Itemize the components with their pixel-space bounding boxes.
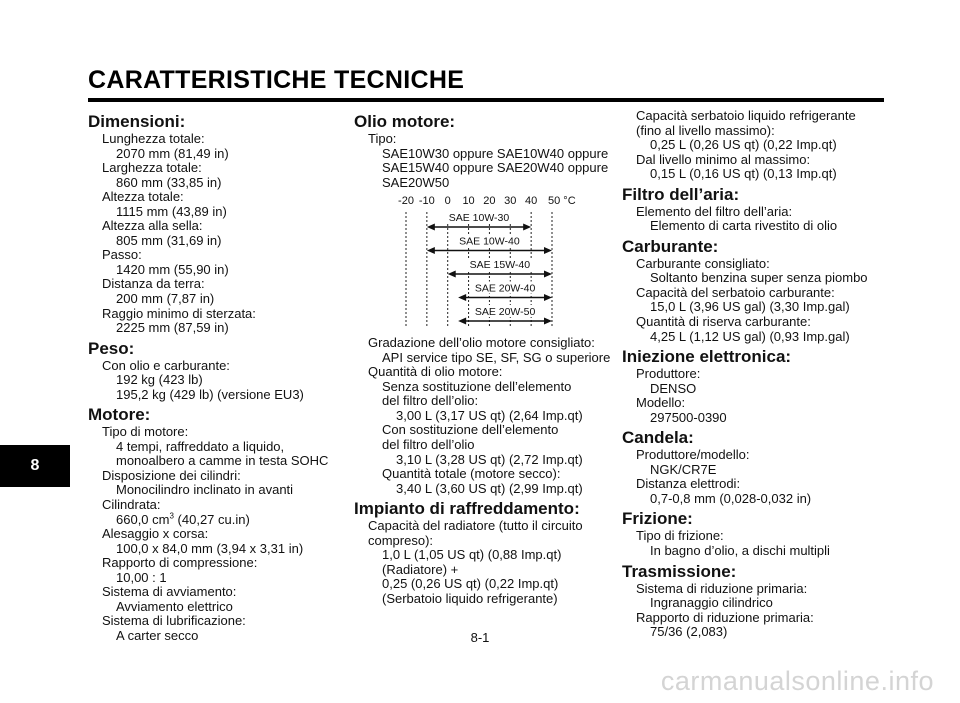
spec-line: Rapporto di riduzione primaria: — [636, 609, 814, 625]
spec-line: Senza sostituzione dell’elemento — [382, 378, 572, 394]
spec-line: 195,2 kg (429 lb) (versione EU3) — [116, 386, 304, 402]
series-label: SAE 20W-40 — [474, 282, 536, 295]
spec-line: 10,00 : 1 — [116, 569, 167, 585]
spec-line: SAE15W40 oppure SAE20W40 oppure — [382, 160, 609, 176]
spec-line: Gradazione dell’olio motore consigliato: — [368, 335, 595, 351]
spec-line: In bagno d’olio, a dischi multipli — [650, 543, 830, 559]
spec-line: Disposizione dei cilindri: — [102, 467, 241, 483]
section-heading: Peso: — [88, 338, 135, 358]
x-tick-label: 0 — [444, 195, 451, 208]
page-title: CARATTERISTICHE TECNICHE — [88, 66, 465, 94]
range-arrow-right — [544, 318, 552, 325]
x-tick-label: -10 — [418, 195, 435, 208]
spec-line: Dal livello minimo al massimo: — [636, 151, 811, 167]
range-arrow-left — [427, 247, 435, 254]
spec-line: Tipo di frizione: — [636, 528, 724, 544]
spec-line: Carburante consigliato: — [636, 255, 770, 271]
spec-line: 2070 mm (81,49 in) — [116, 145, 229, 161]
spec-line: 15,0 L (3,96 US gal) (3,30 Imp.gal) — [650, 299, 850, 315]
watermark: carmanualsonline.info — [660, 666, 934, 696]
column-2 — [354, 109, 616, 606]
column-3 — [622, 109, 892, 640]
section-heading: Candela: — [622, 428, 694, 448]
spec-line: Avviamento elettrico — [116, 598, 233, 614]
section-heading: Impianto di raffreddamento: — [354, 499, 580, 519]
spec-line: 3,40 L (3,60 US qt) (2,99 Imp.qt) — [396, 480, 583, 496]
spec-line: Capacità serbatoio liquido refrigerante — [636, 108, 856, 123]
spec-line: Distanza elettrodi: — [636, 476, 741, 492]
spec-line: Monocilindro inclinato in avanti — [116, 482, 294, 498]
spec-line: Lunghezza totale: — [102, 131, 205, 146]
spec-line: del filtro dell’olio: — [382, 393, 479, 409]
section-heading: Trasmissione: — [622, 561, 737, 581]
spec-line: 75/36 (2,083) — [650, 624, 728, 640]
spec-line: A carter secco — [116, 627, 199, 643]
range-arrow-right — [544, 271, 552, 278]
spec-line: 192 kg (423 lb) — [116, 372, 203, 388]
spec-line: Ingranaggio cilindrico — [650, 595, 773, 611]
x-tick-label: -20 — [398, 195, 414, 208]
spec-line: 200 mm (7,87 in) — [116, 291, 215, 307]
series-label: SAE 10W-30 — [448, 212, 510, 225]
spec-line: Passo: — [102, 247, 142, 263]
spec-line: (Serbatoio liquido refrigerante) — [382, 590, 558, 606]
spec-value: 660,0 cm — [116, 511, 170, 527]
section-heading: Iniezione elettronica: — [622, 347, 792, 367]
spec-line: Tipo: — [368, 131, 397, 146]
spec-line: 805 mm (31,69 in) — [116, 232, 222, 248]
x-tick-label: 50 °C — [548, 195, 576, 208]
spec-line: 1115 mm (43,89 in) — [116, 203, 227, 219]
range-arrow-right — [544, 294, 552, 301]
spec-line: Quantità di olio motore: — [368, 364, 503, 380]
x-tick-label: 30 — [504, 195, 517, 208]
spec-line: 3,10 L (3,28 US qt) (2,72 Imp.qt) — [396, 451, 583, 467]
spec-line: 3,00 L (3,17 US qt) (2,64 Imp.qt) — [396, 407, 583, 423]
spec-line: 0,15 L (0,16 US qt) (0,13 Imp.qt) — [650, 166, 837, 182]
spec-line: Modello: — [636, 395, 686, 411]
section-heading: Frizione: — [622, 509, 693, 529]
section-heading: Dimensioni: — [88, 112, 186, 131]
spec-line: 100,0 x 84,0 mm (3,94 x 3,31 in) — [116, 540, 304, 556]
spec-line: 2225 mm (87,59 in) — [116, 320, 229, 336]
series-label: SAE 20W-50 — [474, 306, 536, 319]
section-heading: Filtro dell’aria: — [622, 184, 740, 204]
spec-line: 1,0 L (1,05 US qt) (0,88 Imp.qt) — [382, 547, 562, 563]
spec-line: 4 tempi, raffreddato a liquido, — [116, 438, 285, 454]
range-arrow-left — [458, 318, 466, 325]
spec-line: Quantità totale (motore secco): — [382, 466, 561, 482]
chapter-tab[interactable]: 8 — [0, 445, 70, 487]
spec-line: Quantità di riserva carburante: — [636, 314, 811, 330]
superscript: 3 — [169, 511, 174, 521]
spec-line: (fino al livello massimo): — [636, 122, 775, 138]
range-arrow-left — [427, 224, 435, 231]
range-arrow-right — [523, 224, 531, 231]
spec-line: Sistema di avviamento: — [102, 584, 237, 600]
spec-line: DENSO — [650, 380, 697, 396]
spec-line: (Radiatore) + — [382, 561, 459, 577]
spec-line: Larghezza totale: — [102, 160, 202, 176]
range-arrow-left — [448, 271, 456, 278]
spec-line: Altezza alla sella: — [102, 218, 203, 234]
spec-line: Con sostituzione dell’elemento — [382, 422, 559, 438]
spec-line: Elemento del filtro dell’aria: — [636, 203, 793, 219]
spec-line: 0,25 L (0,26 US qt) (0,22 Imp.qt) — [650, 137, 837, 153]
spec-line: SAE20W50 — [382, 174, 450, 190]
x-tick-label: 40 — [525, 195, 538, 208]
x-tick-label: 10 — [462, 195, 475, 208]
range-arrow-right — [544, 247, 552, 254]
section-heading: Carburante: — [622, 236, 719, 256]
spec-line: Produttore/modello: — [636, 447, 750, 463]
spec-line: Elemento di carta rivestito di olio — [650, 218, 838, 234]
spec-line: Produttore: — [636, 366, 701, 382]
spec-line: Soltanto benzina super senza piombo — [650, 270, 868, 286]
spec-line: 297500-0390 — [650, 409, 727, 425]
spec-line: Capacità del radiatore (tutto il circuito — [368, 518, 583, 534]
series-label: SAE 10W-40 — [459, 235, 520, 248]
spec-line: 0,25 (0,26 US qt) (0,22 Imp.qt) — [382, 576, 559, 592]
title-rule — [88, 98, 884, 102]
spec-line: 0,7-0,8 mm (0,028-0,032 in) — [650, 490, 812, 506]
spec-line: Sistema di lubrificazione: — [102, 613, 246, 629]
spec-line: Con olio e carburante: — [102, 357, 230, 373]
spec-line: NGK/CR7E — [650, 461, 717, 477]
spec-line: Rapporto di compressione: — [102, 555, 258, 571]
column-1 — [88, 109, 338, 644]
spec-line: Altezza totale: — [102, 189, 184, 205]
range-arrow-left — [458, 294, 466, 301]
spec-line: API service tipo SE, SF, SG o superiore — [382, 349, 611, 365]
spec-line: 1420 mm (55,90 in) — [116, 261, 229, 277]
spec-line: compreso): — [368, 532, 434, 548]
spec-line: del filtro dell’olio — [382, 437, 475, 453]
spec-line — [88, 513, 338, 528]
x-tick-label: 20 — [483, 195, 496, 208]
spec-line: Sistema di riduzione primaria: — [636, 580, 808, 596]
spec-line: Raggio minimo di sterzata: — [102, 305, 256, 321]
spec-line: Distanza da terra: — [102, 276, 205, 292]
spec-line: monoalbero a camme in testa SOHC — [116, 453, 329, 469]
spec-line: Tipo di motore: — [102, 424, 189, 440]
spec-line: 860 mm (33,85 in) — [116, 174, 222, 190]
spec-line: SAE10W30 oppure SAE10W40 oppure — [382, 145, 609, 161]
series-label: SAE 15W-40 — [469, 259, 531, 272]
spec-line: Capacità del serbatoio carburante: — [636, 284, 835, 300]
spec-line: 4,25 L (1,12 US gal) (0,93 Imp.gal) — [650, 328, 850, 344]
section-heading: Olio motore: — [354, 112, 456, 131]
viscosity-chart — [354, 192, 616, 332]
section-heading: Motore: — [88, 405, 151, 425]
spec-line: Cilindrata: — [102, 497, 161, 513]
spec-line: Alesaggio x corsa: — [102, 526, 209, 542]
spec-value-suffix: (40,27 cu.in) — [173, 511, 250, 527]
page-number: 8-1 — [470, 630, 490, 645]
